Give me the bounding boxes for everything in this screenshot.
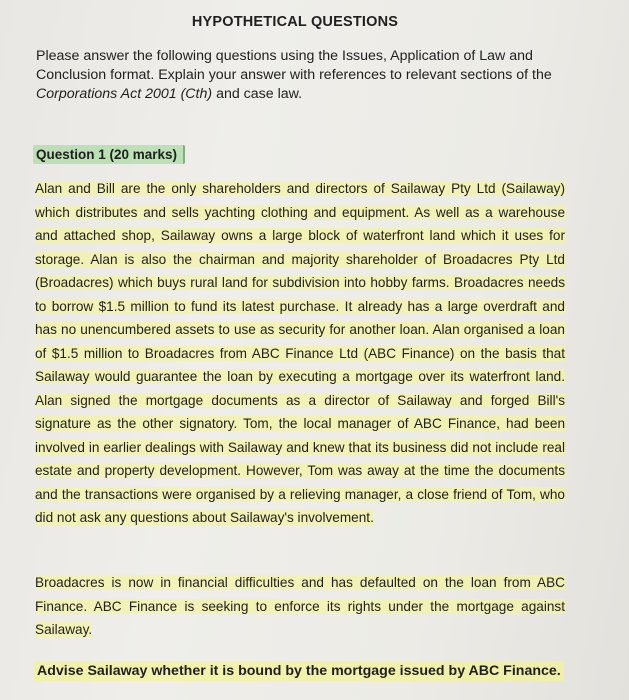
scenario-paragraph: [35, 177, 565, 530]
instructions-end: and case law.: [212, 86, 303, 102]
instructions: [36, 47, 558, 104]
act-reference: Corporations Act 2001 (Cth): [36, 86, 213, 102]
instructions-text: Please answer the following questions using the Issues, Application of Law and Conclusion format. Explain your answer with references to relevant sections of the: [36, 48, 552, 83]
page-title: HYPOTHETICAL QUESTIONS: [191, 14, 399, 30]
default-text: Broadacres is now in financial difficulties and has defaulted on the loan from ABC Finance. ABC Finance is seeking to enforce its rights under the mortgage against Sailaway.: [35, 575, 565, 637]
question-heading: Question 1 (20 marks): [33, 145, 185, 164]
scenario-text: Alan and Bill are the only shareholders and directors of Sailaway Pty Ltd (Sailaway) which distributes and sells yachting clothing and equipment. As well as a warehouse and attached shop, Sailaway owns a large block of waterfront land which it uses for storage. Alan is also the chairman and majority shareholder of Broadacres Pty Ltd (Broadacres) which buys rural land for subdivision into hobby farms. Broadacres needs to borrow $1.5 million to fund its latest purchase. It already has a large overdraft and has no unencumbered assets to use as security for another loan. Alan organised a loan of $1.5 million to Broadacres from ABC Finance Ltd (ABC Finance) on the basis that Sailaway would guarantee the loan by executing a mortgage over its waterfront land. Alan signed the mortgage documents as a director of Sailaway and forged Bill's signature as the other signatory. Tom, the local manager of ABC Finance, had been involved in earlier dealings with Sailaway and knew that its business did not include real estate and property development. However, Tom was away at the time the documents and the transactions were organised by a relieving manager, a close friend of Tom, who did not ask any questions about Sailaway's involvement.: [35, 181, 565, 525]
default-paragraph: [35, 571, 565, 642]
advise-instruction: Advise Sailaway whether it is bound by the mortgage issued by ABC Finance.: [34, 661, 564, 681]
